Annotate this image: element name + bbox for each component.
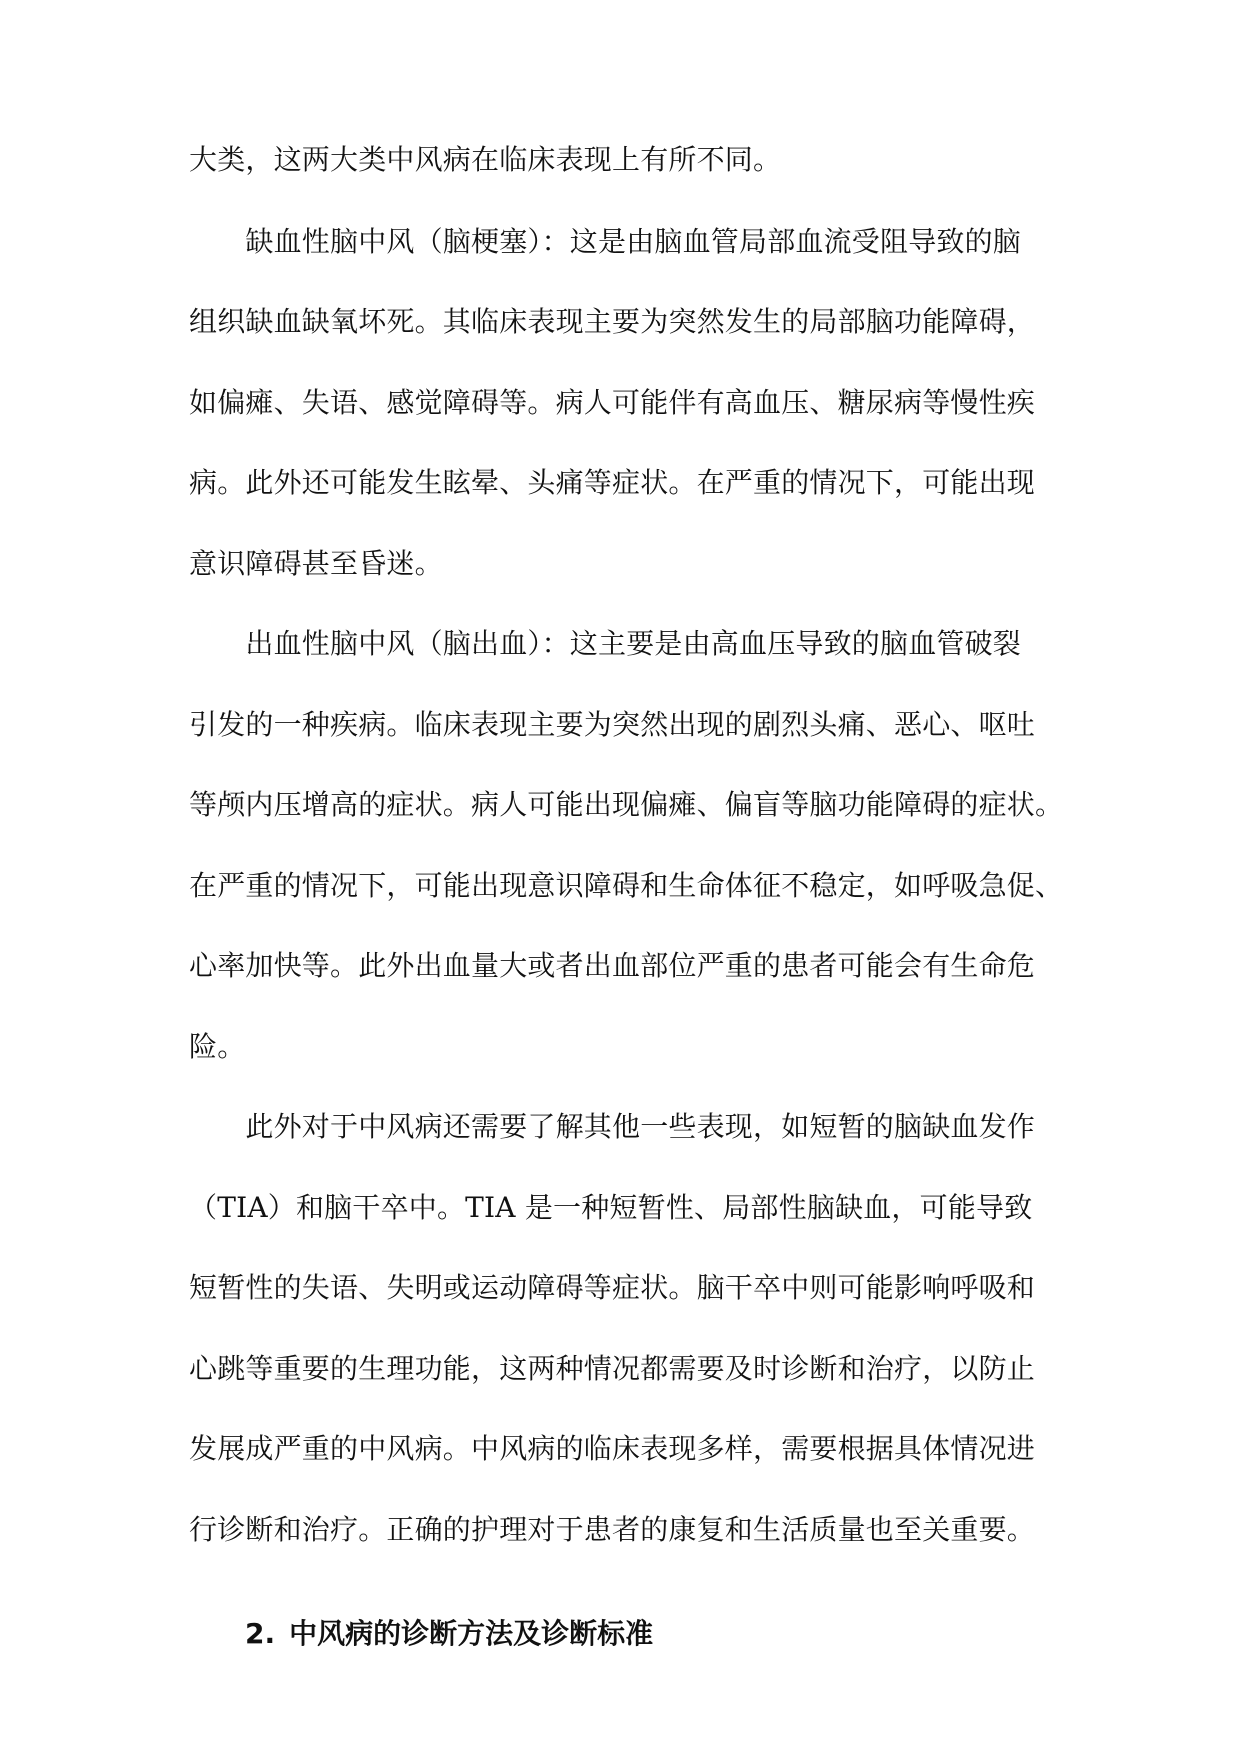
text-line: 行诊断和治疗。正确的护理对于患者的康复和生活质量也至关重要。 (189, 1513, 1036, 1546)
text-line: 此外对于中风病还需要了解其他一些表现，如短暂的脑缺血发作 (189, 1110, 1036, 1143)
text-line: 在严重的情况下，可能出现意识障碍和生命体征不稳定，如呼吸急促、 (189, 869, 1064, 902)
text-line: 心率加快等。此外出血量大或者出血部位严重的患者可能会有生命危 (189, 949, 1036, 982)
text-line: 意识障碍甚至昏迷。 (189, 547, 443, 580)
text-line: 引发的一种疾病。临床表现主要为突然出现的剧烈头痛、恶心、呕吐 (189, 708, 1036, 741)
text-line: 发展成严重的中风病。中风病的临床表现多样，需要根据具体情况进 (189, 1432, 1036, 1465)
text-line: 心跳等重要的生理功能，这两种情况都需要及时诊断和治疗，以防止 (189, 1352, 1036, 1385)
text-line: 险。 (189, 1030, 246, 1063)
text-line: 如偏瘫、失语、感觉障碍等。病人可能伴有高血压、糖尿病等慢性疾 (189, 386, 1036, 419)
text-line: 短暂性的失语、失明或运动障碍等症状。脑干卒中则可能影响呼吸和 (189, 1271, 1036, 1304)
text-line: 缺血性脑中风（脑梗塞）：这是由脑血管局部血流受阻导致的脑 (189, 225, 1022, 258)
text-line: 出血性脑中风（脑出血）：这主要是由高血压导致的脑血管破裂 (189, 627, 1022, 660)
section-title: 中风病的诊断方法及诊断标准 (289, 1617, 654, 1650)
text-line: （TIA）和脑干卒中。TIA 是一种短暂性、局部性脑缺血，可能导致 (189, 1191, 1033, 1224)
section-number: 2. (245, 1617, 276, 1650)
text-line: 大类，这两大类中风病在临床表现上有所不同。 (189, 143, 782, 176)
text-line: 等颅内压增高的症状。病人可能出现偏瘫、偏盲等脑功能障碍的症状。 (189, 788, 1064, 821)
text-line: 病。此外还可能发生眩晕、头痛等症状。在严重的情况下，可能出现 (189, 466, 1036, 499)
section-heading (245, 1616, 653, 1652)
text-line: 组织缺血缺氧坏死。其临床表现主要为突然发生的局部脑功能障碍， (189, 305, 1036, 338)
